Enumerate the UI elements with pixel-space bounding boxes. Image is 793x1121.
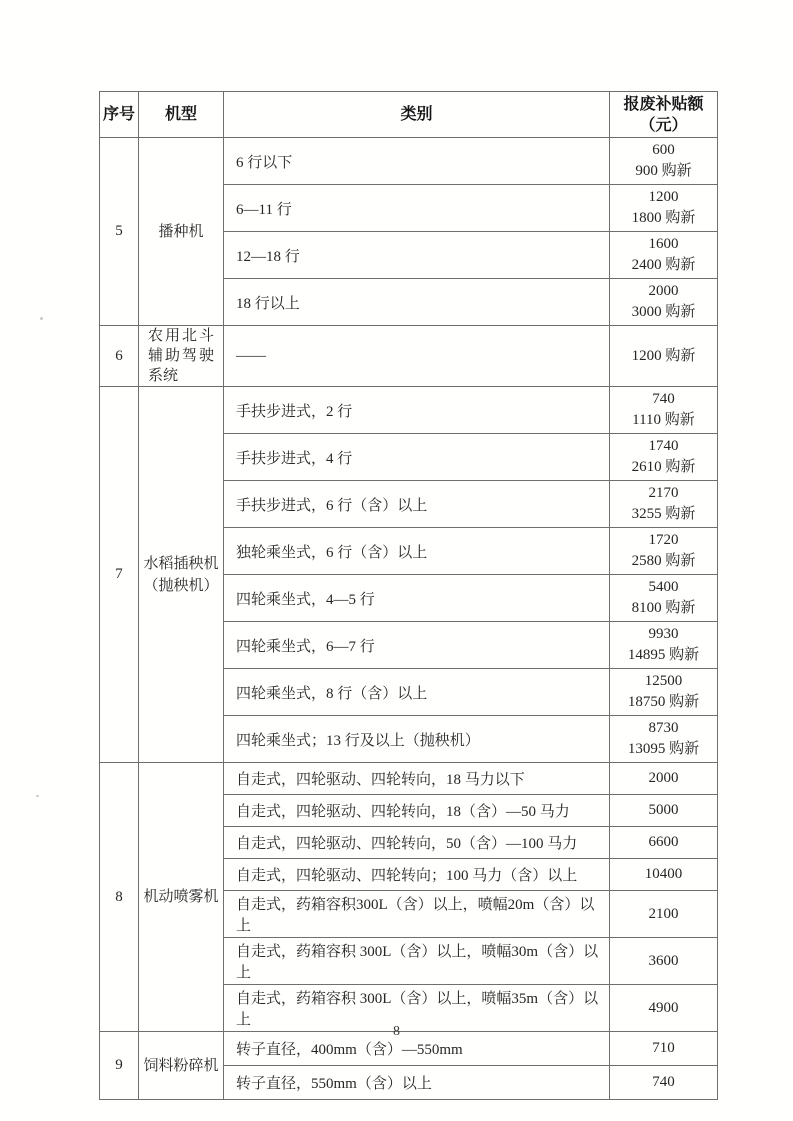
subsidy-cell	[610, 716, 718, 763]
subsidy-cell	[610, 232, 718, 279]
subsidy-cell	[610, 138, 718, 185]
subsidy-line: 3000 购新	[631, 304, 696, 320]
scan-speck	[40, 317, 43, 320]
category-cell: 手扶步进式，2 行	[224, 387, 610, 434]
subsidy-cell	[610, 185, 718, 232]
subsidy-cell	[610, 827, 718, 859]
category-cell: 四轮乘坐式，6—7 行	[224, 622, 610, 669]
category-cell: 四轮乘坐式，4—5 行	[224, 575, 610, 622]
subsidy-line: 2000	[648, 770, 679, 786]
category-cell: 手扶步进式，6 行（含）以上	[224, 481, 610, 528]
page-number: 8	[393, 1024, 400, 1039]
subsidy-cell	[610, 1066, 718, 1100]
row-no-9: 9	[100, 1032, 139, 1100]
machine-name-6: 农用北斗辅助驾驶系统	[139, 326, 224, 387]
category-cell: 自走式，四轮驱动、四轮转向，18（含）—50 马力	[224, 795, 610, 827]
subsidy-cell	[610, 434, 718, 481]
subsidy-line: 4900	[648, 999, 679, 1016]
subsidy-line: 1600	[648, 236, 679, 252]
header-col-machine: 机型	[139, 92, 224, 138]
table-row	[100, 326, 718, 387]
subsidy-line: 5400	[648, 579, 679, 595]
subsidy-line: 1800 购新	[631, 210, 696, 226]
subsidy-line: 8730	[648, 720, 679, 736]
category-cell: 手扶步进式，4 行	[224, 434, 610, 481]
subsidy-cell	[610, 938, 718, 985]
subsidy-line: 10400	[644, 866, 683, 882]
machine-name-9: 饲料粉碎机	[139, 1032, 224, 1100]
subsidy-cell	[610, 795, 718, 827]
category-cell: 6—11 行	[224, 185, 610, 232]
subsidy-line: 2000	[648, 283, 679, 299]
subsidy-line: 1200	[648, 189, 679, 205]
subsidy-line: 900 购新	[635, 163, 692, 179]
machine-name-7: 水稻插秧机（抛秧机）	[139, 387, 224, 763]
subsidy-line: 6600	[648, 834, 679, 850]
subsidy-line: 1720	[648, 532, 679, 548]
subsidy-line: 2100	[648, 905, 679, 922]
table-header-row	[100, 92, 718, 138]
header-col-subsidy	[610, 92, 718, 138]
row-no-7: 7	[100, 387, 139, 763]
subsidy-cell	[610, 326, 718, 387]
subsidy-line: 710	[652, 1040, 675, 1056]
subsidy-line: 3600	[648, 952, 679, 969]
subsidy-cell	[610, 528, 718, 575]
category-cell: 四轮乘坐式，8 行（含）以上	[224, 669, 610, 716]
subsidy-line: 600	[652, 142, 675, 158]
subsidy-line: 5000	[648, 802, 679, 818]
subsidy-line: 740	[652, 391, 675, 407]
category-cell: 自走式，药箱容积 300L（含）以上，喷幅35m（含）以上	[224, 985, 610, 1032]
machine-name-8: 机动喷雾机	[139, 763, 224, 1032]
subsidy-cell	[610, 481, 718, 528]
category-cell: 自走式，四轮驱动、四轮转向，18 马力以下	[224, 763, 610, 795]
category-cell: 独轮乘坐式，6 行（含）以上	[224, 528, 610, 575]
subsidy-cell	[610, 859, 718, 891]
header-subsidy-line1: 报废补贴额	[623, 95, 704, 113]
subsidy-cell	[610, 763, 718, 795]
category-cell: 自走式，四轮驱动、四轮转向；100 马力（含）以上	[224, 859, 610, 891]
table-row	[100, 763, 718, 795]
header-col-no: 序号	[100, 92, 139, 138]
category-cell: 转子直径，400mm（含）—550mm	[224, 1032, 610, 1066]
category-cell: ——	[224, 326, 610, 387]
subsidy-line: 1200 购新	[631, 347, 696, 364]
subsidy-line: 8100 购新	[631, 600, 696, 616]
category-cell: 12—18 行	[224, 232, 610, 279]
machine-name-5: 播种机	[139, 138, 224, 326]
subsidy-line: 1740	[648, 438, 679, 454]
category-cell: 转子直径，550mm（含）以上	[224, 1066, 610, 1100]
subsidy-line: 14895 购新	[627, 647, 700, 663]
subsidy-line: 3255 购新	[631, 506, 696, 522]
subsidy-line: 13095 购新	[627, 741, 700, 757]
category-cell: 自走式，药箱容积 300L（含）以上，喷幅30m（含）以上	[224, 938, 610, 985]
category-cell: 自走式，四轮驱动、四轮转向，50（含）—100 马力	[224, 827, 610, 859]
row-no-8: 8	[100, 763, 139, 1032]
subsidy-cell	[610, 669, 718, 716]
subsidy-cell	[610, 891, 718, 938]
header-subsidy-line2: （元）	[639, 116, 688, 134]
subsidy-line: 12500	[644, 673, 683, 689]
table-row	[100, 138, 718, 185]
row-no-5: 5	[100, 138, 139, 326]
subsidy-line: 18750 购新	[627, 694, 700, 710]
subsidy-table	[99, 91, 718, 1100]
category-cell: 18 行以上	[224, 279, 610, 326]
subsidy-line: 2610 购新	[631, 459, 696, 475]
subsidy-line: 9930	[648, 626, 679, 642]
subsidy-line: 2580 购新	[631, 553, 696, 569]
category-cell: 自走式，药箱容积300L（含）以上，喷幅20m（含）以上	[224, 891, 610, 938]
subsidy-cell	[610, 622, 718, 669]
subsidy-line: 1110 购新	[632, 412, 695, 428]
table-row	[100, 387, 718, 434]
category-cell: 6 行以下	[224, 138, 610, 185]
subsidy-cell	[610, 279, 718, 326]
subsidy-cell	[610, 387, 718, 434]
subsidy-cell	[610, 575, 718, 622]
subsidy-line: 740	[652, 1074, 675, 1090]
row-no-6: 6	[100, 326, 139, 387]
category-cell: 四轮乘坐式；13 行及以上（抛秧机）	[224, 716, 610, 763]
header-col-category: 类别	[224, 92, 610, 138]
subsidy-line: 2400 购新	[631, 257, 696, 273]
scan-speck	[36, 795, 39, 797]
subsidy-line: 2170	[648, 485, 679, 501]
